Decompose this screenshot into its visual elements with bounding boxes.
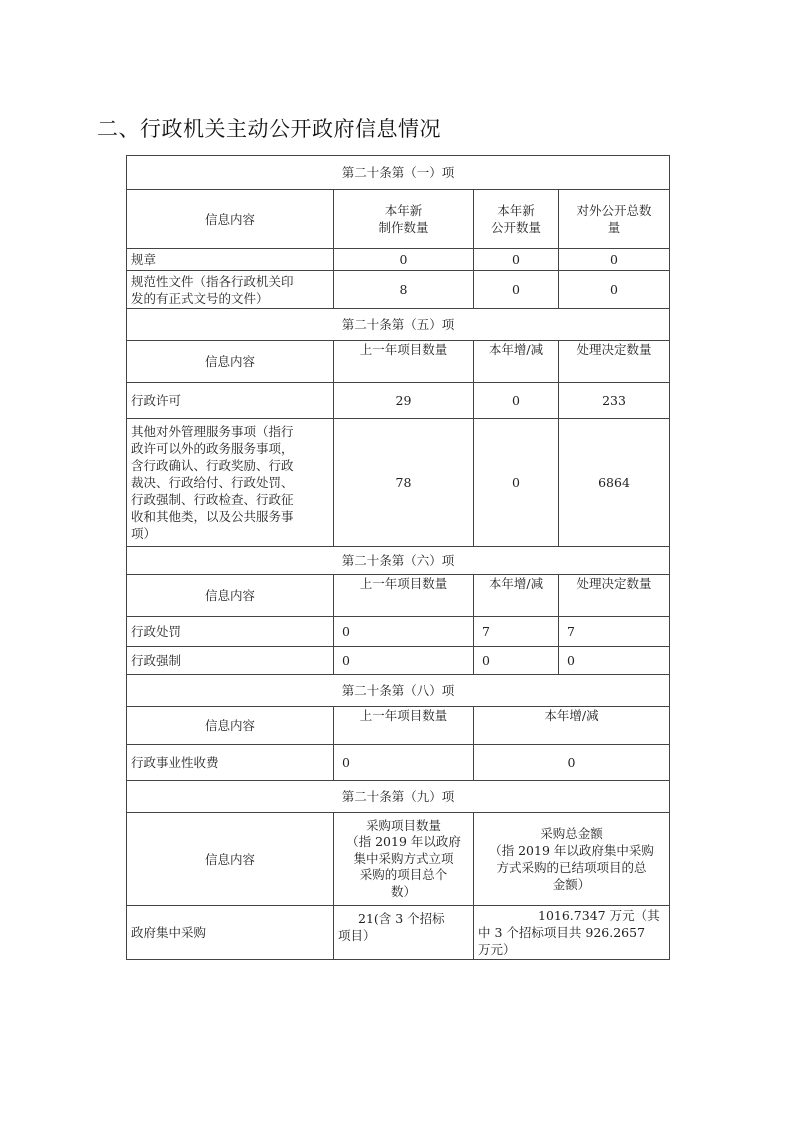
row-label: 行政许可: [127, 383, 334, 419]
row-value: 0: [474, 419, 559, 547]
header-line: 量: [607, 220, 621, 235]
row-label: [127, 419, 334, 547]
header-line: 对外公开总数: [576, 203, 652, 218]
header-line: 采购项目数量: [365, 817, 441, 833]
table-row: [127, 617, 670, 647]
value-line: 中 3 个招标项目共 926.2657: [478, 925, 646, 940]
row-label: 规章: [127, 249, 334, 271]
table-row: [127, 271, 670, 309]
section-title-row: [127, 309, 670, 341]
value-line: 项目）: [338, 928, 376, 943]
row-value: 7: [474, 617, 559, 647]
header-row: [127, 813, 670, 906]
header-line: 方式采购的已结项项目的总: [496, 860, 647, 875]
row-label: [127, 271, 334, 309]
label-line: 裁决、行政给付、行政处罚、: [131, 475, 294, 490]
header-change: 本年增/减: [474, 341, 559, 383]
header-last-year-count: 上一年项目数量: [334, 341, 474, 383]
table-row: [127, 745, 670, 781]
section-title: 第二十条第（一）项: [127, 156, 670, 190]
page-heading: 二、行政机关主动公开政府信息情况: [97, 117, 441, 141]
row-value: 0: [474, 745, 670, 781]
row-value: 29: [334, 383, 474, 419]
row-label: 行政事业性收费: [127, 745, 334, 781]
header-row: [127, 341, 670, 383]
label-line: 规范性文件（指各行政机关印: [131, 273, 294, 289]
row-value: 6864: [559, 419, 670, 547]
label-line: 项）: [131, 526, 157, 541]
header-last-year-count: 上一年项目数量: [334, 707, 474, 745]
section-title-row: [127, 547, 670, 575]
header-line: 金额）: [552, 877, 591, 892]
header-info-content: 信息内容: [127, 190, 334, 249]
label-line: 含行政确认、行政奖励、行政: [131, 458, 294, 473]
header-info-content: 信息内容: [127, 575, 334, 617]
row-value: 0: [559, 249, 670, 271]
table-row: [127, 419, 670, 547]
row-value: 0: [334, 647, 474, 675]
section-title: 第二十条第（八）项: [127, 675, 670, 707]
section-title: 第二十条第（九）项: [127, 781, 670, 813]
row-value: 0: [559, 271, 670, 309]
header-line: 数）: [390, 883, 416, 899]
header-change: 本年增/减: [474, 707, 670, 745]
row-value: 0: [474, 249, 559, 271]
header-line: （指 2019 年以政府集中采购: [489, 843, 654, 858]
header-change: 本年增/减: [474, 575, 559, 617]
table-row: [127, 249, 670, 271]
header-info-content: 信息内容: [127, 707, 334, 745]
header-row: [127, 575, 670, 617]
header-procurement-amount: [474, 813, 670, 906]
label-line: 政许可以外的政务服务事项，: [131, 441, 294, 456]
header-line: 公开数量: [490, 220, 541, 235]
header-line: （指 2019 年以政府: [346, 834, 461, 850]
row-label: 行政强制: [127, 647, 334, 675]
header-line: 集中采购方式立项: [353, 850, 454, 866]
label-line: 行政强制、行政检查、行政征: [131, 492, 294, 507]
section-title-row: [127, 675, 670, 707]
header-total-published: [559, 190, 670, 249]
row-value: 0: [334, 249, 474, 271]
row-value: 0: [334, 745, 474, 781]
value-line: 万元）: [478, 942, 516, 957]
table-row: [127, 906, 670, 960]
header-line: 制作数量: [378, 220, 429, 235]
section-title-row: [127, 156, 670, 190]
value-line: 21(含 3 个招标: [358, 911, 445, 926]
row-value: 233: [559, 383, 670, 419]
header-decision-count: 处理决定数量: [559, 341, 670, 383]
row-value: 0: [474, 647, 559, 675]
section-title: 第二十条第（五）项: [127, 309, 670, 341]
label-line: 其他对外管理服务事项（指行: [131, 424, 294, 439]
section-title: 第二十条第（六）项: [127, 547, 670, 575]
header-info-content: 信息内容: [127, 341, 334, 383]
header-new-made-count: [334, 190, 474, 249]
header-line: 采购的项目总个: [359, 867, 448, 883]
table-row: [127, 383, 670, 419]
row-label: 政府集中采购: [127, 906, 334, 960]
header-procurement-count: [334, 813, 474, 906]
header-info-content: 信息内容: [127, 813, 334, 906]
header-row: [127, 190, 670, 249]
label-line: 发的有正式文号的文件）: [131, 290, 269, 306]
header-line: 采购总金额: [540, 826, 603, 841]
row-value: [334, 906, 474, 960]
row-value: [474, 906, 670, 960]
header-line: 本年新: [384, 203, 423, 218]
header-row: [127, 707, 670, 745]
header-last-year-count: 上一年项目数量: [334, 575, 474, 617]
row-value: 0: [334, 617, 474, 647]
row-label: 行政处罚: [127, 617, 334, 647]
header-line: 本年新: [497, 203, 535, 218]
header-new-published-count: [474, 190, 559, 249]
header-decision-count: 处理决定数量: [559, 575, 670, 617]
row-value: 7: [559, 617, 670, 647]
row-value: 78: [334, 419, 474, 547]
row-value: 0: [474, 271, 559, 309]
info-disclosure-table: [126, 155, 670, 960]
table-row: [127, 647, 670, 675]
row-value: 0: [474, 383, 559, 419]
label-line: 收和其他类，以及公共服务事: [131, 509, 294, 524]
row-value: 8: [334, 271, 474, 309]
value-line: 1016.7347 万元（其: [538, 908, 660, 923]
section-title-row: [127, 781, 670, 813]
row-value: 0: [559, 647, 670, 675]
